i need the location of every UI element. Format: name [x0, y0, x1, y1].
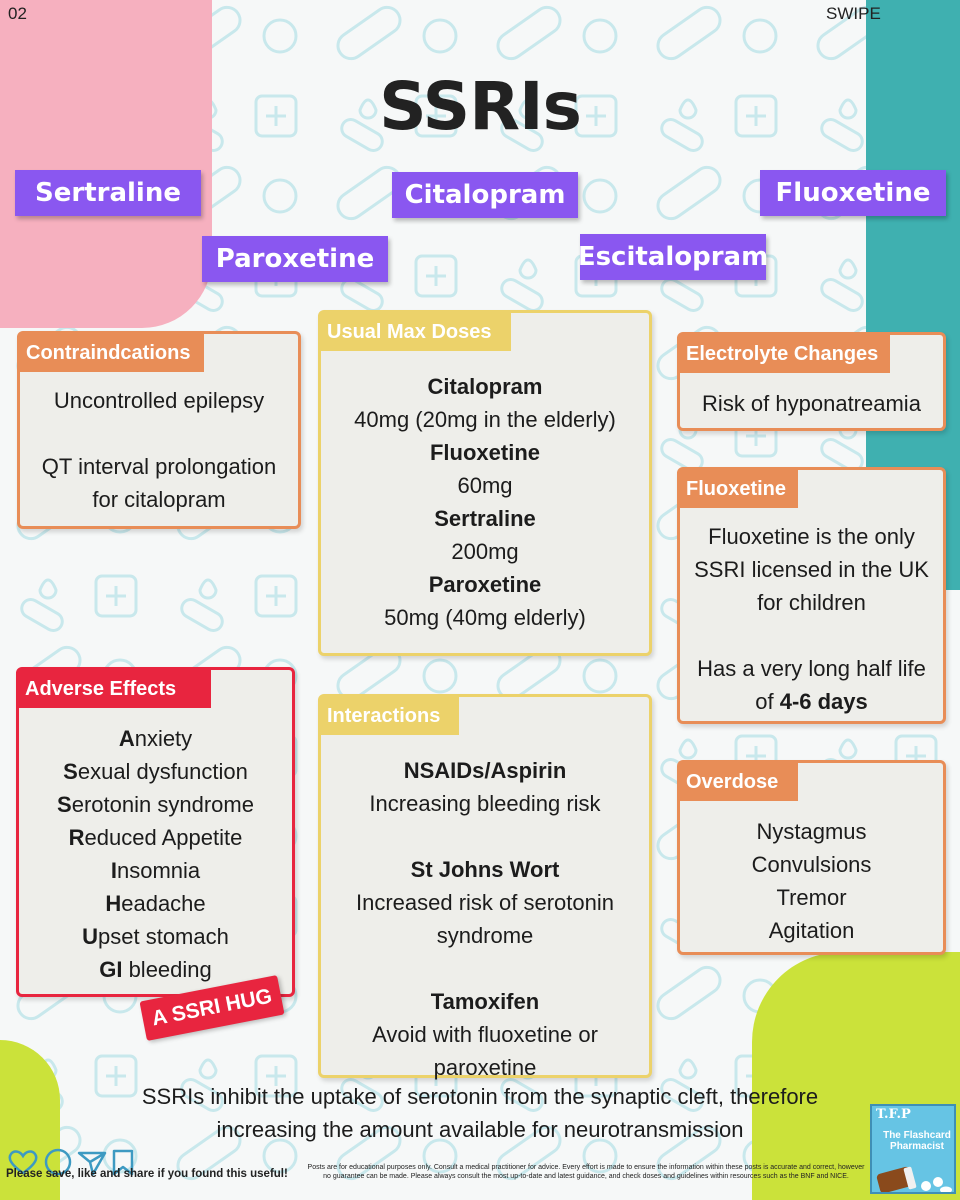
adverse-effect-item: Serotonin syndrome — [57, 792, 254, 817]
half-life-value: 4-6 days — [779, 689, 868, 714]
summary-line: SSRIs inhibit the uptake of serotonin from the synaptic cleft, therefore — [141, 1084, 819, 1109]
contraindications-list — [20, 384, 298, 516]
dose-drug-name: Paroxetine — [428, 572, 542, 597]
overdose-item: Agitation — [768, 918, 855, 943]
dose-value: 60mg — [457, 473, 513, 498]
electrolyte-card — [677, 332, 946, 431]
interactions-heading: Interactions — [321, 697, 459, 735]
drug-tag-escitalopram: Escitalopram — [580, 234, 766, 280]
half-life-line: Has a very long half life — [697, 656, 926, 681]
fluoxetine-text — [680, 520, 943, 718]
contraindication-item: for citalopram — [92, 487, 226, 512]
interaction-name: St Johns Wort — [410, 857, 560, 882]
interaction-detail: Increasing bleeding risk — [369, 791, 601, 816]
adverse-effect-item: Reduced Appetite — [68, 825, 243, 850]
max-doses-heading: Usual Max Doses — [321, 313, 511, 351]
pill-bottle-icon — [876, 1164, 954, 1194]
mnemonic-badge: A SSRI HUG — [139, 975, 284, 1041]
half-life-detail — [680, 685, 943, 718]
dose-value: 40mg (20mg in the elderly) — [354, 407, 616, 432]
adverse-effect-item: Upset stomach — [82, 924, 229, 949]
dose-value: 50mg (40mg elderly) — [384, 605, 586, 630]
adverse-effect-item: Insomnia — [110, 858, 201, 883]
pink-corner-shape — [0, 0, 212, 328]
drug-tag-citalopram: Citalopram — [392, 172, 578, 218]
adverse-effects-list — [19, 722, 292, 986]
max-doses-list — [321, 370, 649, 634]
page-number: 02 — [8, 4, 27, 23]
overdose-item: Convulsions — [751, 852, 872, 877]
save-share-note: Please save, like and share if you found this useful! — [6, 1168, 288, 1180]
interactions-list — [321, 754, 649, 1084]
drug-tag-sertraline: Sertraline — [15, 170, 201, 216]
page-title: SSRIs — [379, 68, 581, 145]
dose-drug-name: Fluoxetine — [429, 440, 540, 465]
interaction-detail: syndrome — [436, 923, 534, 948]
max-doses-card — [318, 310, 652, 656]
adverse-effect-item: GI bleeding — [99, 957, 212, 982]
adverse-effect-item: Headache — [105, 891, 206, 916]
fluoxetine-heading: Fluoxetine — [680, 470, 798, 508]
logo-initials: T.F.P — [876, 1107, 911, 1122]
half-life-prefix: of — [755, 689, 774, 714]
contraindications-heading: Contraindcations — [20, 334, 204, 372]
interaction-detail: Avoid with fluoxetine or — [372, 1022, 598, 1047]
dose-drug-name: Sertraline — [434, 506, 536, 531]
disclaimer-text: Posts are for educational purposes only. Consult a medical practitioner for advice. Every effort is made to ensure the information within these posts is accurate and correct, however no guarantee can be made. Please always consult the most up-to-date and latest guidance, and check doses and guidelines within resources such as the BNF and NICE. — [307, 1164, 865, 1180]
contraindications-card — [17, 331, 301, 529]
adverse-effect-item: Anxiety — [118, 726, 193, 751]
electrolyte-text: Risk of hyponatreamia — [702, 391, 921, 416]
overdose-heading: Overdose — [680, 763, 798, 801]
fluoxetine-card — [677, 467, 946, 724]
interaction-detail: Increased risk of serotonin — [355, 890, 615, 915]
overdose-list — [680, 815, 943, 947]
interaction-detail: paroxetine — [433, 1055, 537, 1080]
summary-line: increasing the amount available for neurotransmission — [216, 1117, 744, 1142]
adverse-effects-heading: Adverse Effects — [19, 670, 211, 708]
contraindication-item: QT interval prolongation — [41, 454, 277, 479]
adverse-effect-item: Sexual dysfunction — [63, 759, 248, 784]
overdose-card — [677, 760, 946, 955]
contraindication-item: Uncontrolled epilepsy — [53, 388, 265, 413]
drug-tag-fluoxetine: Fluoxetine — [760, 170, 946, 216]
interactions-card — [318, 694, 652, 1078]
overdose-item: Tremor — [776, 885, 847, 910]
swipe-label: SWIPE — [826, 4, 881, 23]
logo-name: The Flashcard Pharmacist — [883, 1130, 951, 1152]
summary-text — [80, 1080, 880, 1146]
overdose-item: Nystagmus — [756, 819, 867, 844]
dose-value: 200mg — [451, 539, 519, 564]
dose-drug-name: Citalopram — [427, 374, 543, 399]
fluoxetine-line: Fluoxetine is the only — [708, 524, 915, 549]
fluoxetine-line: for children — [757, 590, 866, 615]
adverse-effects-card — [16, 667, 295, 997]
interaction-name: Tamoxifen — [430, 989, 540, 1014]
interaction-name: NSAIDs/Aspirin — [403, 758, 567, 783]
fluoxetine-line: SSRI licensed in the UK — [694, 557, 929, 582]
drug-tag-paroxetine: Paroxetine — [202, 236, 388, 282]
brand-logo — [870, 1104, 956, 1194]
electrolyte-heading: Electrolyte Changes — [680, 335, 890, 373]
